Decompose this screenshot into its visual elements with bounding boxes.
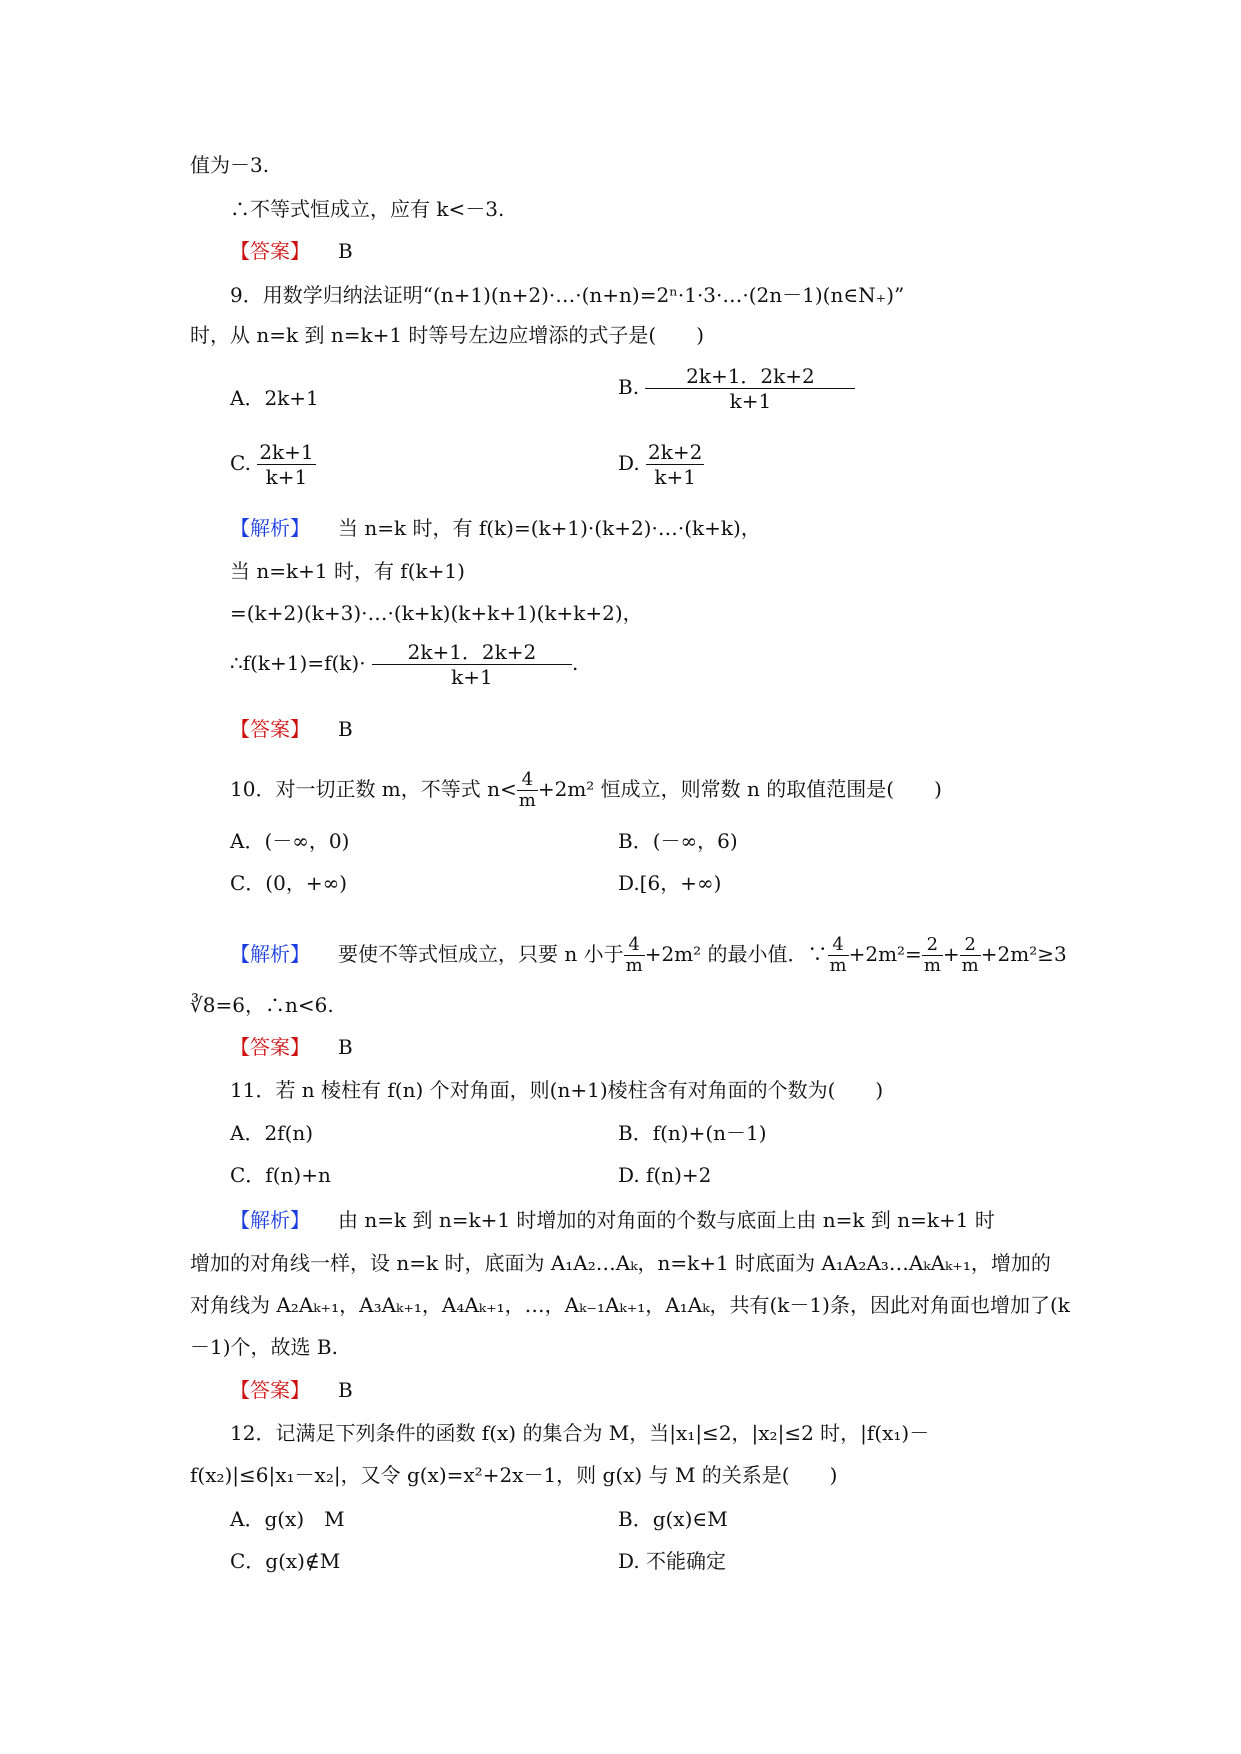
- option-label: C.: [230, 451, 251, 475]
- analysis-text: 由 n=k 到 n=k+1 时增加的对角面的个数与底面上由 n=k 到 n=k+1 时: [338, 1208, 995, 1232]
- text-line: 值为－3.: [190, 153, 270, 177]
- analysis-line: [230, 640, 578, 689]
- option-a: A．2f(n): [230, 1121, 314, 1145]
- fraction: [922, 935, 943, 976]
- question-10-line1: [230, 770, 942, 811]
- answer-tag: 【答案】: [230, 1035, 310, 1059]
- fraction: [828, 935, 849, 976]
- numerator: 4: [628, 934, 640, 955]
- numerator: 4: [521, 769, 534, 790]
- analysis-line: 当 n=k+1 时，有 f(k+1): [230, 559, 465, 583]
- fraction: [257, 440, 315, 489]
- question-12-line1: 12．记满足下列条件的函数 f(x) 的集合为 M，当|x₁|≤2，|x₂|≤2 时，|f(x₁)－: [230, 1421, 930, 1445]
- option-a: A．2k+1: [230, 386, 319, 410]
- numerator: 2k+1．2k+2: [686, 364, 815, 388]
- denominator: k+1: [257, 464, 315, 489]
- option-c: C．(0，+∞): [230, 871, 348, 895]
- fraction: [372, 640, 572, 689]
- analysis-text: +: [942, 942, 960, 966]
- numerator: 2k+2: [648, 440, 703, 464]
- analysis-line: 对角线为 A₂Aₖ₊₁，A₃Aₖ₊₁，A₄Aₖ₊₁，…，Aₖ₋₁Aₖ₊₁，A₁Aₖ，共有(k－1)条，因此对角面也增加了(k: [190, 1293, 1070, 1317]
- answer-value: B: [338, 1035, 353, 1059]
- denominator: k+1: [645, 388, 855, 413]
- formula-suffix: .: [571, 651, 579, 675]
- option-c: C．f(n)+n: [230, 1163, 331, 1187]
- analysis-text: +2m²=: [848, 942, 922, 966]
- option-label: D.: [618, 451, 640, 475]
- option-b: B．(－∞，6): [618, 829, 738, 853]
- fraction: [624, 935, 645, 976]
- option-d: [618, 440, 704, 489]
- option-label: B.: [618, 375, 640, 399]
- option-a: A．(－∞，0): [230, 829, 350, 853]
- fraction: [646, 440, 704, 489]
- fraction: [645, 364, 855, 413]
- denominator: m: [518, 790, 536, 811]
- analysis-tag: 【解析】: [230, 1208, 310, 1232]
- numerator: 4: [832, 934, 844, 955]
- numerator: 2: [926, 934, 939, 955]
- analysis-line: －1)个，故选 B.: [190, 1335, 338, 1359]
- question-9-line1: 9．用数学归纳法证明“(n+1)(n+2)·…·(n+n)=2ⁿ·1·3·…·(2n－1)(n∈N₊)”: [230, 283, 905, 307]
- answer-tag: 【答案】: [230, 1378, 310, 1402]
- option-b: B．f(n)+(n－1): [618, 1121, 767, 1145]
- analysis-tag: 【解析】: [230, 516, 310, 540]
- option-d: D. f(n)+2: [618, 1163, 712, 1187]
- analysis-line: ∛8=6，∴n<6.: [190, 993, 334, 1017]
- option-d: D. 不能确定: [618, 1549, 727, 1573]
- denominator: m: [923, 955, 941, 976]
- fraction: [960, 935, 981, 976]
- denominator: m: [625, 955, 643, 976]
- option-c: [230, 440, 316, 489]
- option-b: [618, 364, 855, 413]
- text-line: ∴不等式恒成立，应有 k<－3.: [230, 197, 505, 221]
- option-a: A．g(x) M: [230, 1507, 345, 1531]
- analysis-line: [230, 515, 761, 541]
- numerator: 2k+1: [259, 440, 314, 464]
- option-d: D.[6，+∞): [618, 871, 722, 895]
- analysis-tag: 【解析】: [230, 942, 310, 966]
- answer-tag: 【答案】: [230, 239, 310, 263]
- analysis-text: 当 n=k 时，有 f(k)=(k+1)·(k+2)·…·(k+k)，: [338, 516, 761, 540]
- denominator: m: [829, 955, 847, 976]
- denominator: m: [961, 955, 979, 976]
- numerator: 2: [964, 934, 976, 955]
- analysis-text: 要使不等式恒成立，只要 n 小于: [338, 942, 624, 966]
- analysis-line: =(k+2)(k+3)·…·(k+k)(k+k+1)(k+k+2)，: [230, 601, 643, 625]
- question-text: 10．对一切正数 m，不等式 n<: [230, 777, 517, 801]
- analysis-line: [230, 935, 1067, 976]
- answer-line: [230, 716, 353, 742]
- question-12-line2: f(x₂)|≤6|x₁－x₂|，又令 g(x)=x²+2x－1，则 g(x) 与 M 的关系是( ): [190, 1463, 838, 1487]
- question-text: +2m² 恒成立，则常数 n 的取值范围是( ): [537, 777, 942, 801]
- analysis-line: 增加的对角线一样，设 n=k 时，底面为 A₁A₂…Aₖ，n=k+1 时底面为 A₁A₂A₃…AₖAₖ₊₁，增加的: [190, 1251, 1051, 1275]
- fraction: [517, 770, 538, 811]
- option-b: B．g(x)∈M: [618, 1507, 728, 1531]
- formula-prefix: ∴f(k+1)=f(k)·: [230, 651, 366, 675]
- question-11-line1: 11．若 n 棱柱有 f(n) 个对角面，则(n+1)棱柱含有对角面的个数为( ): [230, 1078, 884, 1102]
- analysis-text: +2m²≥3: [980, 942, 1067, 966]
- answer-line: [230, 238, 353, 264]
- denominator: k+1: [372, 664, 572, 689]
- question-9-line2: 时，从 n=k 到 n=k+1 时等号左边应增添的式子是( ): [190, 323, 705, 347]
- option-c: C．g(x)∉M: [230, 1549, 341, 1573]
- answer-value: B: [338, 1378, 353, 1402]
- answer-value: B: [338, 239, 353, 263]
- answer-line: [230, 1377, 353, 1403]
- answer-value: B: [338, 717, 353, 741]
- analysis-line: [230, 1207, 995, 1233]
- answer-line: [230, 1034, 353, 1060]
- answer-tag: 【答案】: [230, 717, 310, 741]
- denominator: k+1: [646, 464, 704, 489]
- numerator: 2k+1．2k+2: [407, 640, 537, 664]
- analysis-text: +2m² 的最小值．∵: [644, 942, 828, 966]
